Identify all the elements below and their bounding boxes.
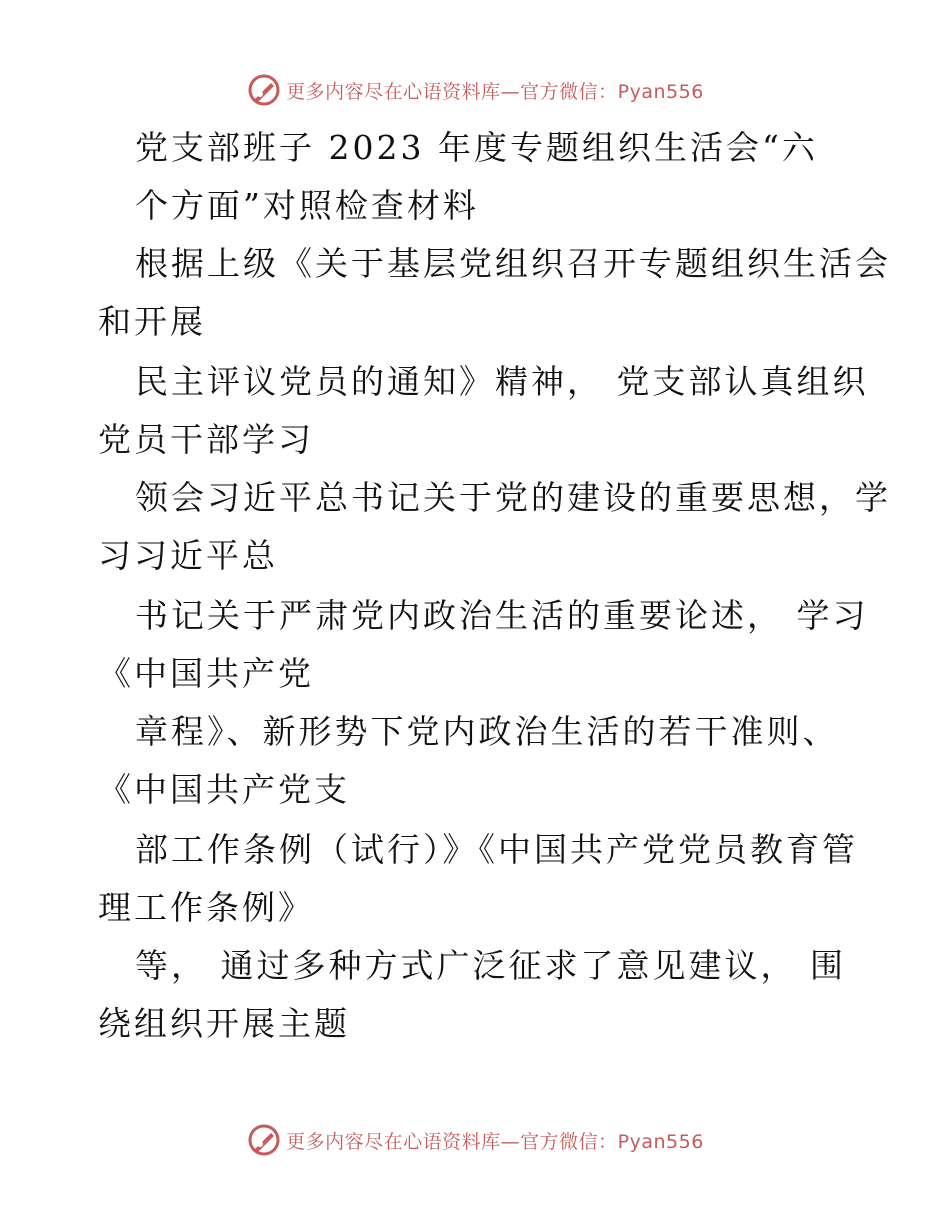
text-line: 理工作条例》	[98, 888, 314, 927]
pen-circle-icon	[246, 1122, 282, 1158]
text-line: 部工作条例（试行）》《中国共产党党员教育管	[135, 830, 858, 869]
title-line-1: 党支部班子 2023 年度专题组织生活会“六	[135, 128, 818, 167]
text-line: 绕组织开展主题	[98, 1004, 350, 1043]
text-line: 党员干部学习	[98, 420, 314, 459]
text-line: 章程》、新形势下党内政治生活的若干准则、	[135, 712, 839, 751]
text-line: 和开展	[98, 302, 206, 341]
title-line-2: 个方面”对照检查材料	[135, 186, 479, 225]
text-line: 根据上级《关于基层党组织召开专题组织生活会	[135, 244, 891, 283]
text-line: 《中国共产党支	[98, 770, 350, 809]
watermark-text: 更多内容尽在心语资料库—官方微信：Pyan556	[286, 1130, 704, 1153]
text-line: 等， 通过多种方式广泛征求了意见建议， 围	[135, 946, 846, 985]
footer-watermark	[0, 1118, 950, 1162]
pen-circle-icon	[246, 72, 282, 108]
text-line: 领会习近平总书记关于党的建设的重要思想，学	[135, 478, 891, 517]
text-line: 习习近平总	[98, 536, 278, 575]
header-watermark	[0, 68, 950, 112]
text-line: 书记关于严肃党内政治生活的重要论述， 学习	[135, 596, 869, 635]
watermark-text: 更多内容尽在心语资料库—官方微信：Pyan556	[286, 80, 704, 103]
text-line: 民主评议党员的通知》精神， 党支部认真组织	[135, 362, 869, 401]
text-line: 《中国共产党	[98, 654, 314, 693]
